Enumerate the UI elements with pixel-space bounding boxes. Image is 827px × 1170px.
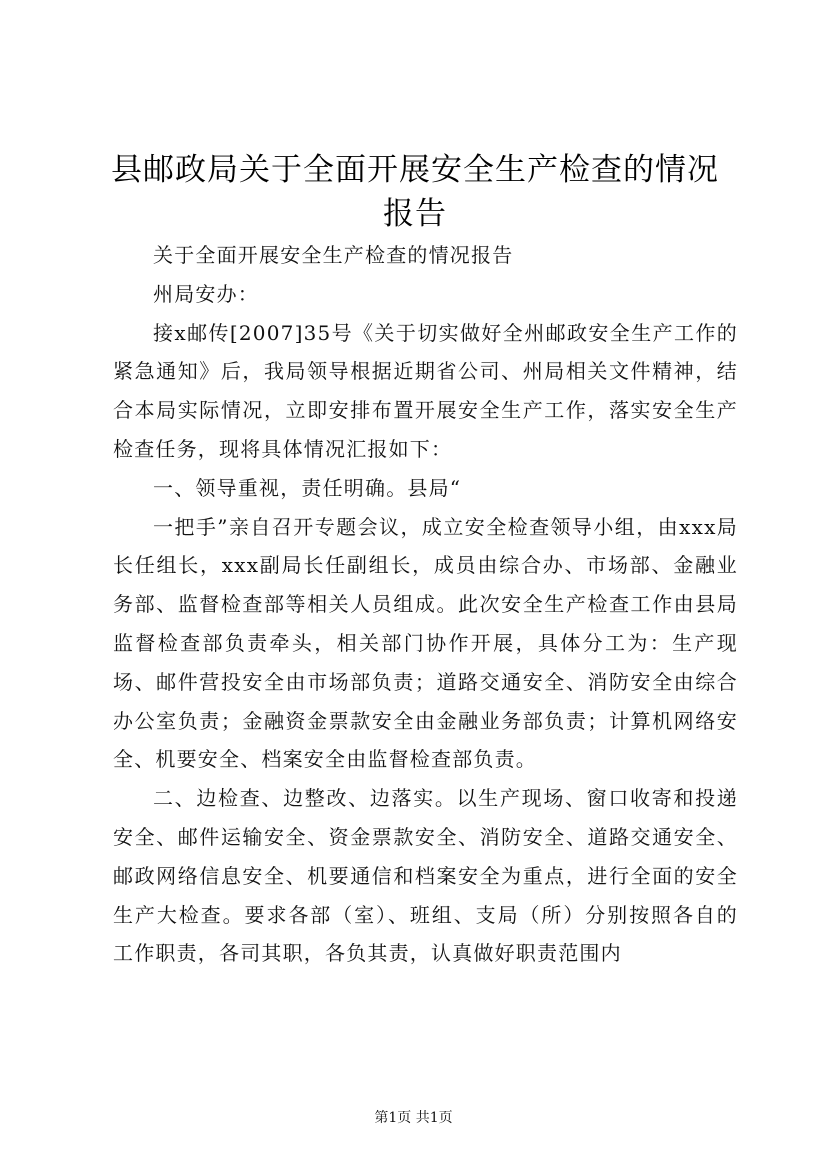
paragraph-section-1-heading: 一、领导重视，责任明确。县局“	[153, 475, 462, 500]
paragraph-intro: 接x邮传[2007]35号《关于切实做好全州邮政安全生产工作的紧急通知》后，我局领导根据近期省公司、州局相关文件精神，结合本局实际情况，立即安排布置开展安全生产工作，落实安全生产检查任务，现将具体情况汇报如下：	[113, 320, 738, 461]
document-title: 县邮政局关于全面开展安全生产检查的情况报告	[111, 152, 719, 232]
paragraph-addressee: 州局安办：	[153, 281, 259, 306]
document-body	[113, 236, 738, 973]
paragraph-section-2: 二、边检查、边整改、边落实。以生产现场、窗口收寄和投递安全、邮件运输安全、资金票款安全、消防安全、道路交通安全、邮政网络信息安全、机要通信和档案安全为重点，进行全面的安全生产大检查。要求各部（室）、班组、支局（所）分别按照各自的工作职责，各司其职，各负其责，认真做好职责范围内	[113, 786, 738, 966]
paragraph-section-1-body: 一把手”亲自召开专题会议，成立安全检查领导小组，由xxx局长任组长，xxx副局长任副组长，成员由综合办、市场部、金融业务部、监督检查部等相关人员组成。此次安全生产检查工作由县局监督检查部负责牵头，相关部门协作开展，具体分工为：生产现场、邮件营投安全由市场部负责；道路交通安全、消防安全由综合办公室负责；金融资金票款安全由金融业务部负责；计算机网络安全、机要安全、档案安全由监督检查部负责。	[113, 514, 738, 772]
page-footer: 第1页 共1页	[374, 1110, 453, 1126]
paragraph-subtitle: 关于全面开展安全生产检查的情况报告	[153, 243, 514, 267]
